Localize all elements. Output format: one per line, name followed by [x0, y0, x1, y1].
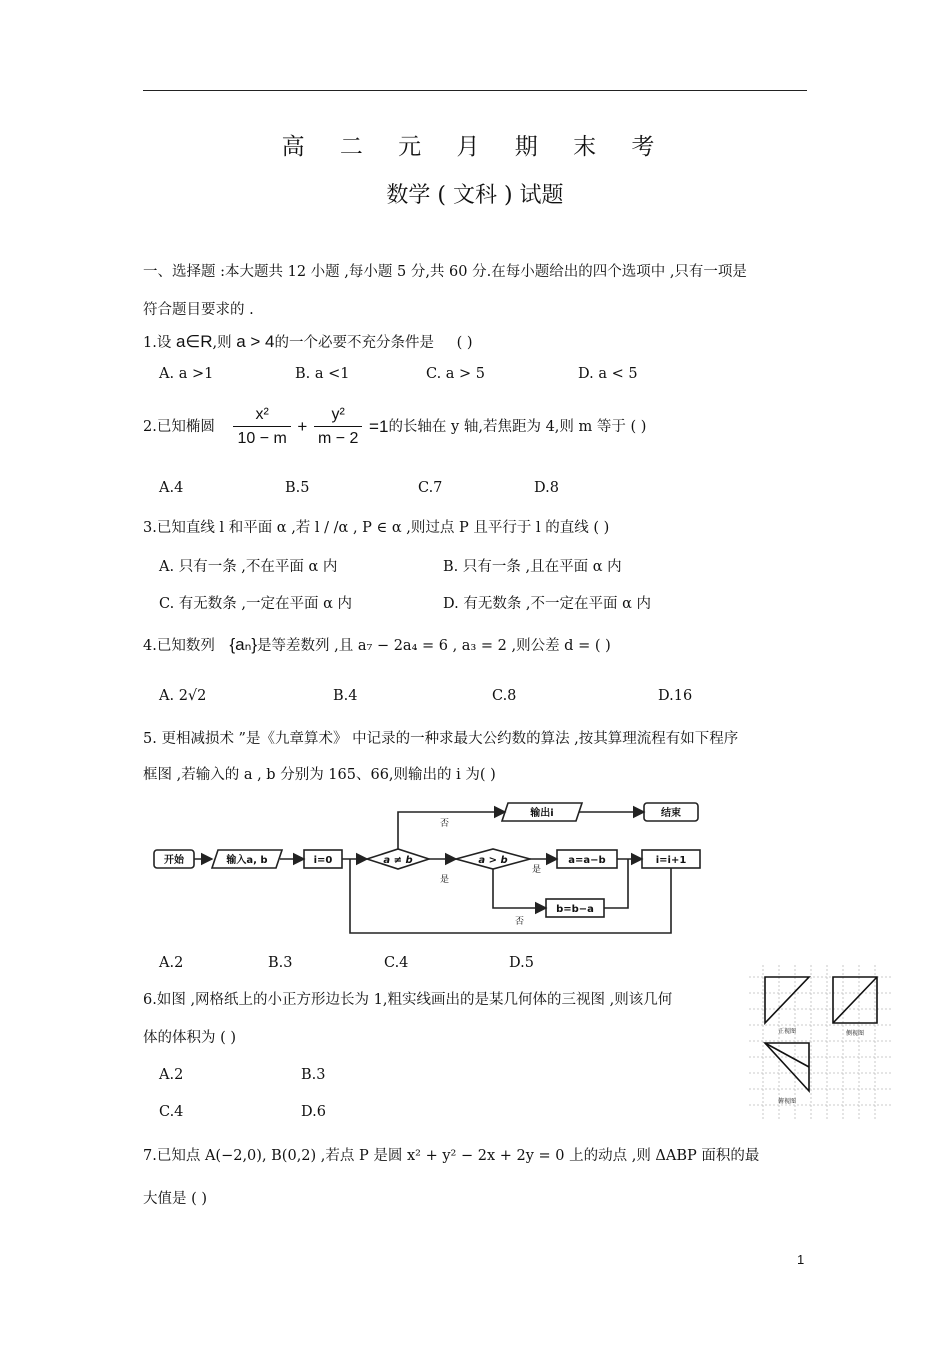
- flow-input-label: 输入a, b: [226, 855, 268, 866]
- q6-option-d: D.6: [301, 1104, 326, 1120]
- q2-option-a: A.4: [159, 480, 184, 496]
- q3-option-c: C. 有无数条 ,一定在平面 α 内: [159, 596, 353, 612]
- front-view-shape: [765, 977, 809, 1023]
- q1-option-b: B. a <1: [295, 366, 350, 382]
- flow-no2-label: 否: [515, 917, 525, 927]
- q6-option-c: C.4: [159, 1104, 184, 1120]
- top-view-label: 俯视图: [777, 1098, 797, 1105]
- question-6-line2: 体的体积为 ( ): [143, 1030, 237, 1046]
- flow-end-label: 结束: [661, 808, 681, 819]
- section-instruction-line2: 符合题目要求的 .: [143, 302, 254, 318]
- side-view-diagonal: [833, 977, 877, 1023]
- q3-option-b: B. 只有一条 ,且在平面 α 内: [443, 559, 622, 575]
- question-4: 4.已知数列 {aₙ}是等差数列 ,且 a₇ − 2a₄ = 6 , a₃ = 2 ,则公差 d = ( ): [143, 635, 611, 654]
- flow-step-i-label: i=i+1: [655, 855, 687, 866]
- flowchart: [140, 792, 720, 942]
- q4-option-a: A. 2√2: [159, 688, 207, 704]
- q1-option-a: A. a >1: [159, 366, 214, 382]
- q4-option-d: D.16: [658, 688, 693, 704]
- q2-fraction-y: $\frac{\text{y²}}{m - 2}$: [314, 405, 362, 449]
- q1-option-c: C. a > 5: [426, 366, 486, 382]
- q2-fraction-x: $\frac{\text{x²}}{10 - m}$: [233, 405, 290, 449]
- flow-step-a-label: a=a−b: [568, 855, 606, 866]
- page-subtitle: 数学 ( 文科 ) 试题: [386, 183, 564, 208]
- question-3: 3.已知直线 l 和平面 α ,若 l / /α , P ∈ α ,则过点 P 且平行于 l 的直线 ( ): [143, 520, 610, 536]
- q4-option-b: B.4: [333, 688, 358, 704]
- page-number: 1: [797, 1252, 805, 1267]
- question-1: 1.设 a∈R,则 a > 4的一个必要不充分条件是 ( ): [143, 332, 473, 351]
- flow-yes2-label: 是: [532, 865, 542, 875]
- q1-option-d: D. a < 5: [578, 366, 638, 382]
- q5-option-d: D.5: [509, 955, 534, 971]
- flow-yes1-label: 是: [440, 875, 450, 885]
- question-7-line2: 大值是 ( ): [143, 1191, 208, 1207]
- question-7-line1: 7.已知点 A(−2,0), B(0,2) ,若点 P 是圆 x² + y² − 2x + 2y = 0 上的动点 ,则 ΔABP 面积的最: [143, 1148, 760, 1164]
- page-title: 高 二 元 月 期 末 考: [281, 134, 669, 160]
- q4-option-c: C.8: [492, 688, 517, 704]
- q5-option-b: B.3: [268, 955, 293, 971]
- question-6-line1: 6.如图 ,网格纸上的小正方形边长为 1,粗实线画出的是某几何体的三视图 ,则该几何: [143, 992, 673, 1008]
- side-view-label: 侧视图: [845, 1030, 865, 1037]
- q6-option-a: A.2: [159, 1067, 184, 1083]
- q3-option-a: A. 只有一条 ,不在平面 α 内: [159, 559, 338, 575]
- flow-step-b-label: b=b−a: [556, 904, 594, 915]
- q2-option-c: C.7: [418, 480, 443, 496]
- flow-init-label: i=0: [313, 855, 333, 866]
- flow-cond2-label: a > b: [478, 855, 508, 866]
- flow-no1-label: 否: [440, 819, 450, 829]
- front-view-label: 正视图: [777, 1028, 797, 1035]
- q2-option-d: D.8: [534, 480, 559, 496]
- question-2: 2.已知椭圆 $\frac{\text{x²}}{10 - m}$ + $\frac{\text{y²}}{m - 2}$ =1的长轴在 y 轴,若焦距为 4,则 m 等于 ( ): [143, 406, 647, 447]
- section-instruction-line1: 一、选择题 :本大题共 12 小题 ,每小题 5 分,共 60 分.在每小题给出的四个选项中 ,只有一项是: [143, 264, 747, 280]
- q5-option-a: A.2: [159, 955, 184, 971]
- q5-option-c: C.4: [384, 955, 409, 971]
- q6-option-b: B.3: [301, 1067, 326, 1083]
- question-5-line1: 5. 更相减损术 ”是《九章算术》 中记录的一种求最大公约数的算法 ,按其算理流程有如下程序: [143, 731, 739, 747]
- q3-option-d: D. 有无数条 ,不一定在平面 α 内: [443, 596, 652, 612]
- top-view-shape: [765, 1043, 809, 1091]
- question-5-line2: 框图 ,若输入的 a , b 分别为 165、66,则输出的 i 为( ): [143, 767, 496, 783]
- three-view-diagram: [747, 963, 895, 1121]
- flow-start-label: 开始: [164, 855, 184, 866]
- flow-output-label: 输出i: [530, 808, 554, 819]
- flow-cond1-label: a ≠ b: [383, 855, 413, 866]
- header-rule: [143, 90, 807, 91]
- q2-option-b: B.5: [285, 480, 310, 496]
- top-view-inner-line: [765, 1043, 809, 1067]
